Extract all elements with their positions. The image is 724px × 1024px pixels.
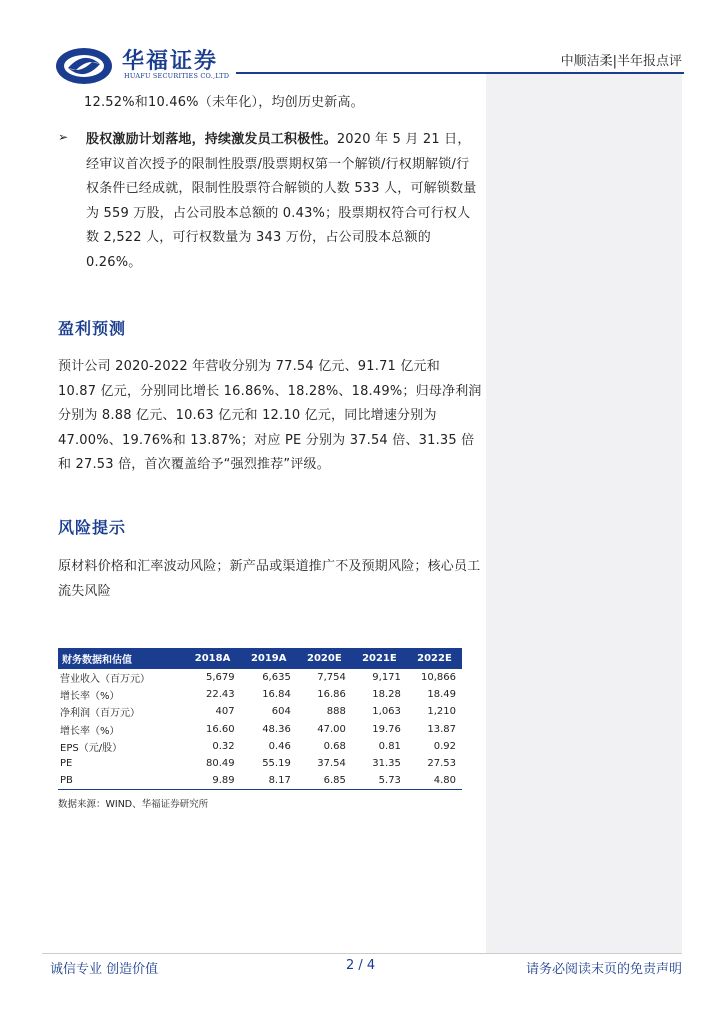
table-row-label: PB [58,772,184,789]
table-cell: 4.80 [407,772,462,789]
table-header-cell: 2019A [250,653,287,664]
table-cell: 1,063 [372,706,401,718]
table-cell: 5,679 [205,672,235,684]
table-row [58,755,462,772]
table-header-cell: 2018A [194,653,231,664]
table-header-cell: 2020E [307,653,342,664]
page-number: 2 / 4 [346,958,376,973]
table-cell: 55.19 [262,758,291,770]
bullet-body: 2020 年 5 月 21 日，经审议首次授予的限制性股票/股票期权第一个解锁/行权期解锁/行权条件已经成就，限制性股票符合解锁的人数 533 人，可解锁数量为 559 万股，占公司股本总额的 0.43%；股票期权符合可行权人数 2,522 人，可行权数量为 343 万份，占公司股本总额的 0.26%。 [86,132,477,270]
logo-chinese-name: 华福证券 [122,48,219,74]
table-cell: 888 [326,706,346,718]
report-tag: 中顺洁柔|半年报点评 [560,54,682,69]
table-cell: 6,635 [262,672,291,684]
table-cell: 37.54 [317,758,346,770]
table-cell: 22.43 [205,689,235,701]
bullet-paragraph [86,128,482,276]
table-row [58,686,462,703]
table-row-label: EPS（元/股） [60,742,123,754]
table-cell: 0.81 [378,740,401,752]
table-source-note: 数据来源：WIND、华福证券研究所 [58,798,209,810]
table-cell: 13.87 [427,723,456,735]
intro-line: 12.52%和10.46%（未年化），均创历史新高。 [84,95,364,110]
table-cell: 6.85 [297,772,352,789]
table-cell: 10,866 [421,672,456,684]
table-cell: 0.32 [212,740,235,752]
bullet-heading: 股权激励计划落地，持续激发员工积极性。 [86,132,337,147]
table-cell: 80.49 [205,758,235,770]
table-cell: 27.53 [427,758,456,770]
table-header-row [58,648,462,669]
table-cell: 1,210 [427,706,456,718]
footer-divider [42,953,682,954]
logo-english-name: HUAFU SECURITIES CO.,LTD [124,72,230,80]
section-title-forecast: 盈利预测 [58,319,127,338]
table-header-cell: 2022E [417,653,452,664]
table-row-label: 增长率（%） [60,691,120,703]
table-header-cell: 2021E [362,653,397,664]
table-row-label: 增长率（%） [60,725,120,737]
table-cell: 0.92 [433,740,456,752]
table-cell: 18.49 [427,689,456,701]
table-cell: 19.76 [372,723,401,735]
footer-disclaimer: 请务必阅读末页的免责声明 [525,962,682,977]
financial-table-block [58,648,462,810]
table-cell: 407 [215,706,235,718]
table-body [58,669,462,789]
table-cell: 0.68 [323,740,346,752]
bullet-arrow-icon: ➢ [58,130,69,144]
risk-paragraph: 原材料价格和汇率波动风险；新产品或渠道推广不及预期风险；核心员工流失风险 [58,559,481,599]
table-row-label: PE [60,758,73,770]
table-cell: 604 [271,706,291,718]
forecast-paragraph: 预计公司 2020-2022 年营收分别为 77.54 亿元、91.71 亿元和 10.87 亿元，分别同比增长 16.86%、18.28%、18.49%；归母净利润分别为 8.88 亿元、10.63 亿元和 12.10 亿元，同比增速分别为 47.00%、19.76%和 13.87%；对应 PE 分别为 37.54 倍、31.35 倍和 27.53 倍，首次覆盖给予“强烈推荐”评级。 [58,359,482,473]
table-cell: 16.86 [317,689,346,701]
company-logo [54,44,254,88]
right-sidebar-panel [486,74,682,953]
table-cell: 16.84 [262,689,291,701]
huafu-logo-icon [54,44,118,88]
table-cell: 7,754 [317,672,346,684]
footer-slogan: 诚信专业 创造价值 [50,962,159,977]
table-row [58,669,462,686]
table-cell: 16.60 [205,723,235,735]
table-row [58,721,462,738]
table-cell: 9,171 [372,672,401,684]
table-cell: 9.89 [184,772,240,789]
table-row [58,738,462,755]
table-row-label: 净利润（百万元） [60,708,140,720]
bullet-equity-incentive [58,128,482,276]
table-cell: 0.46 [268,740,291,752]
table-row [58,772,462,789]
table-cell: 8.17 [241,772,297,789]
table-row-label: 营业收入（百万元） [60,674,150,686]
table-row [58,703,462,720]
table-cell: 18.28 [372,689,401,701]
table-cell: 48.36 [262,723,291,735]
section-title-risk: 风险提示 [58,518,127,537]
table-header-cell: 财务数据和估值 [62,655,132,666]
table-cell: 31.35 [372,758,401,770]
financial-table [58,648,462,790]
table-cell: 47.00 [317,723,346,735]
table-cell: 5.73 [352,772,407,789]
